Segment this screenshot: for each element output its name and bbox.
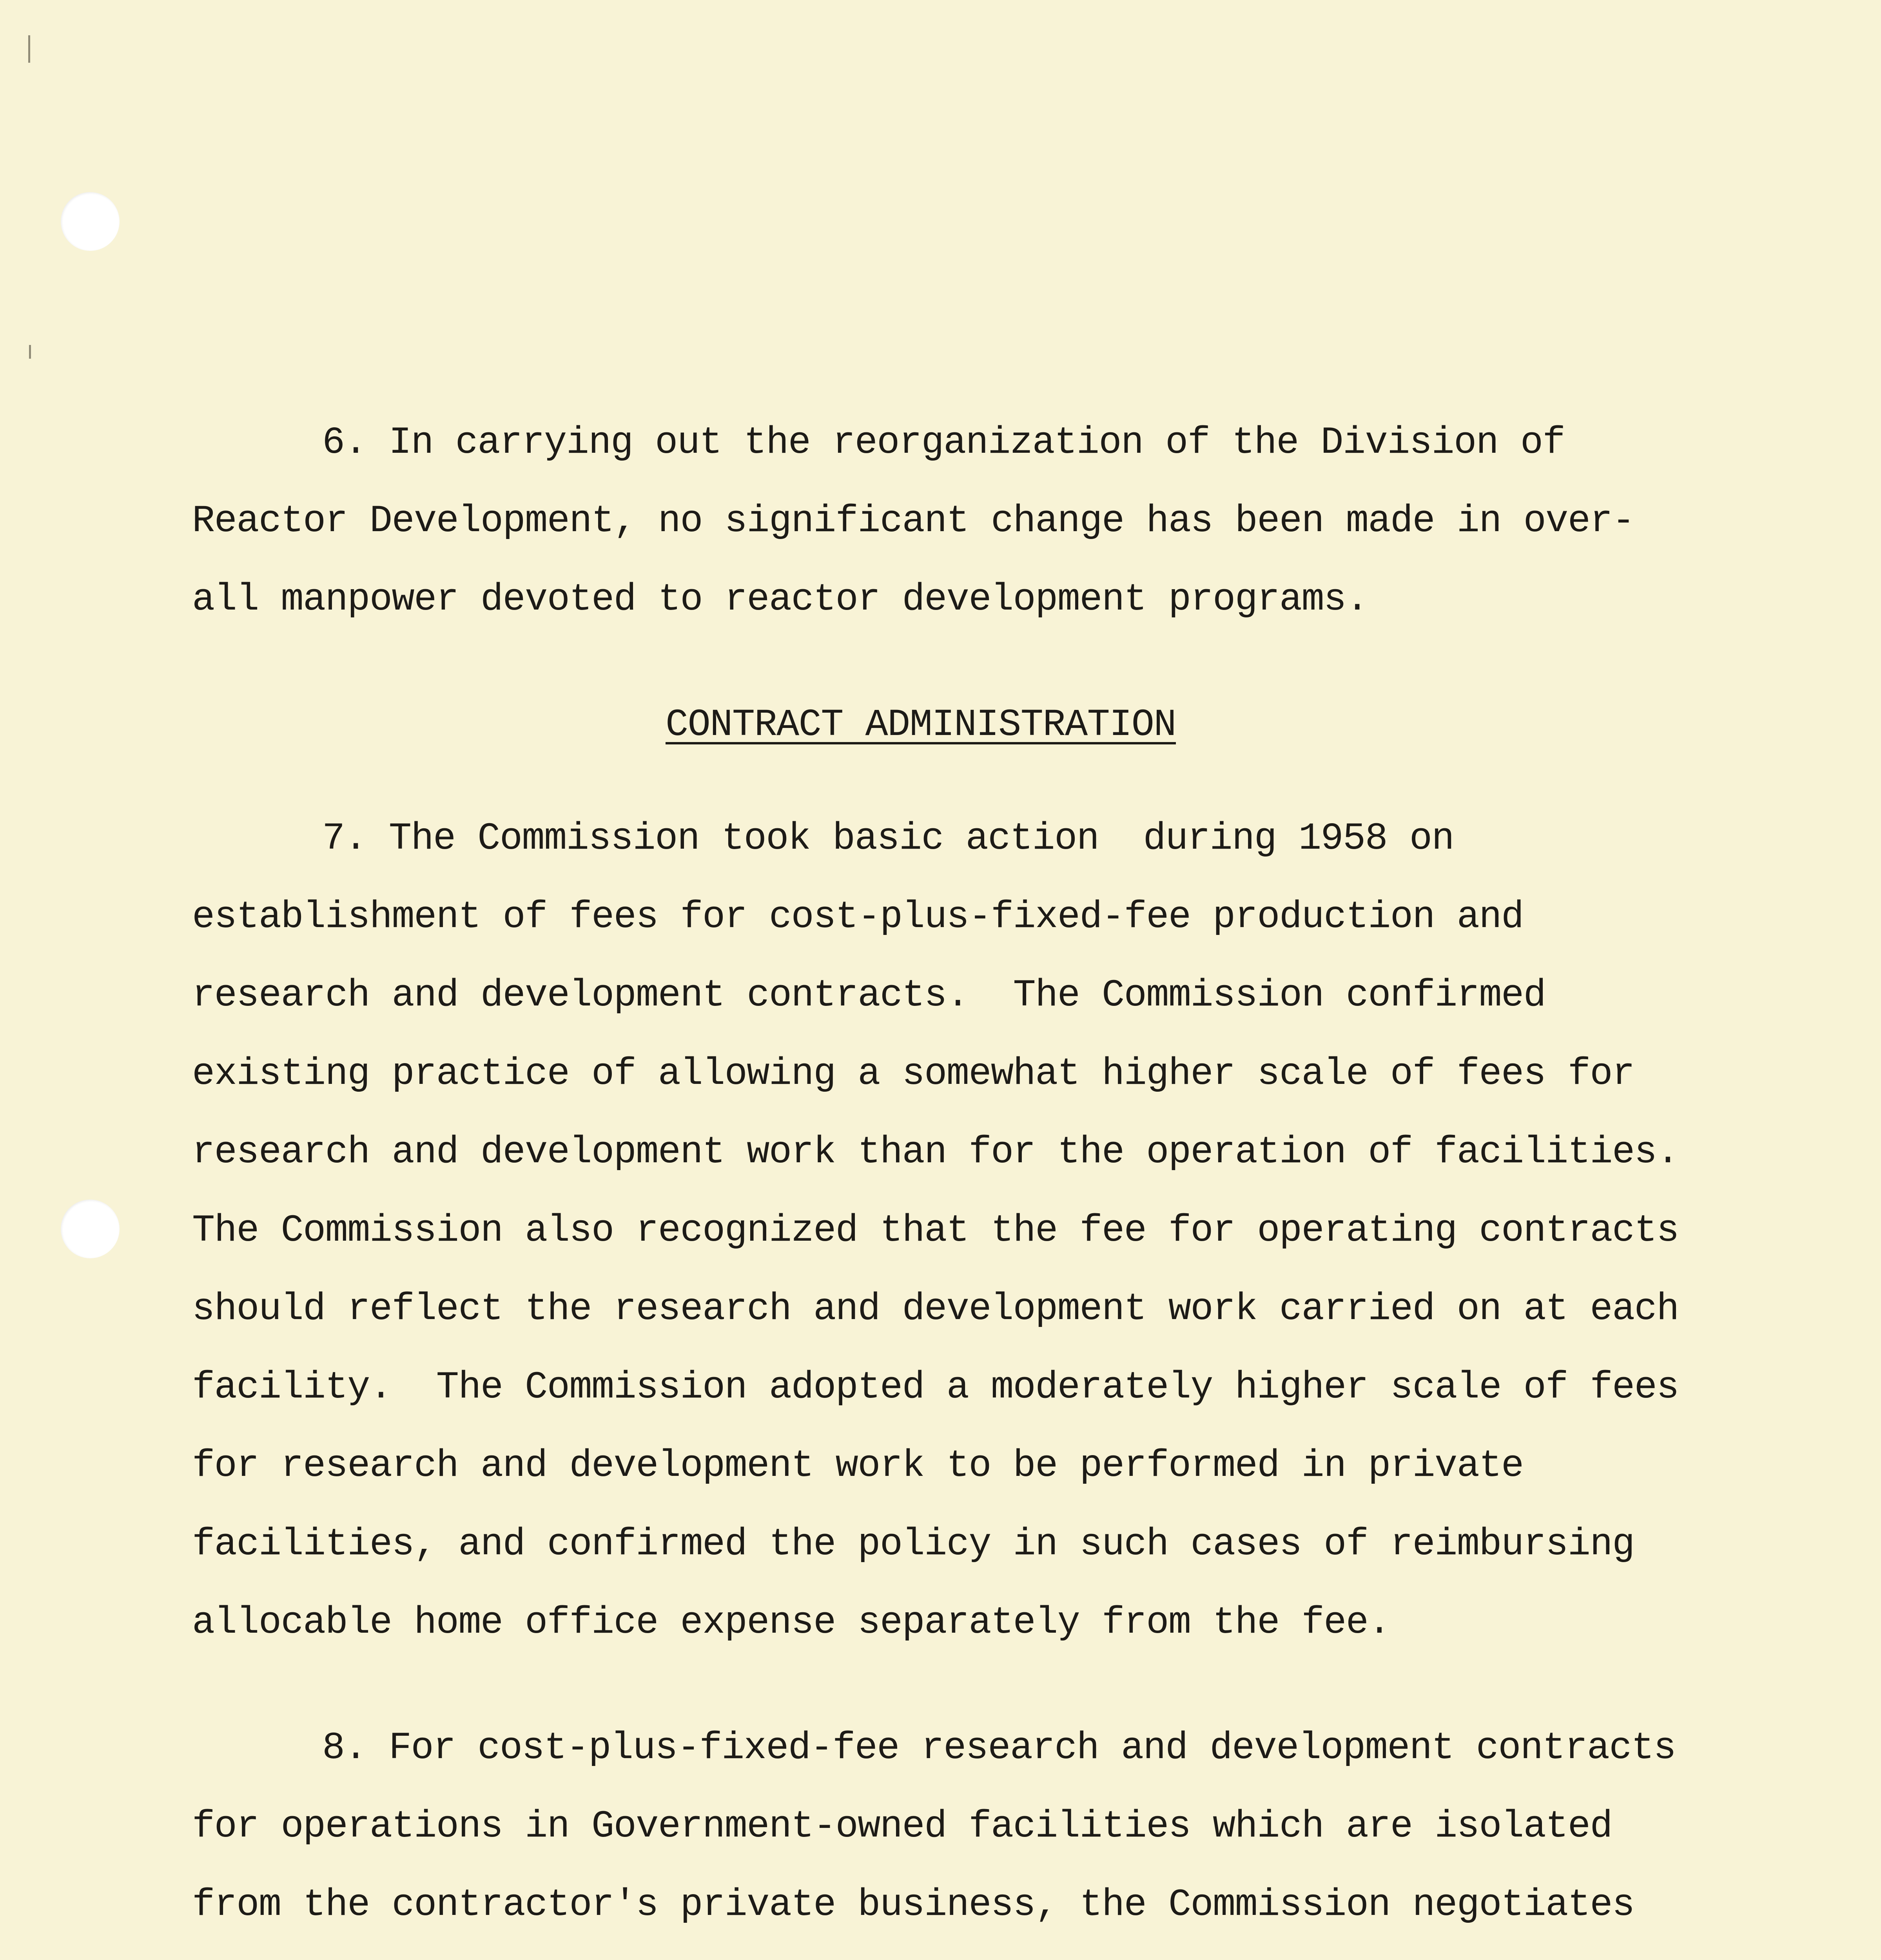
paragraph-6-line: all manpower devoted to reactor development programs. — [192, 578, 1368, 621]
paragraph-7-line: allocable home office expense separately from the fee. — [192, 1601, 1390, 1644]
paragraph-7-line: for research and development work to be performed in private — [192, 1445, 1524, 1488]
paragraph-6-line: Reactor Development, no significant change has been made in over- — [192, 500, 1634, 543]
paragraph-7-line: facilities, and confirmed the policy in such cases of reimbursing — [192, 1523, 1634, 1566]
paragraph-6-line: 6. In carrying out the reorganization of the Division of — [322, 421, 1565, 465]
punch-hole-top — [61, 192, 120, 251]
paragraph-7-line: research and development contracts. The Commission confirmed — [192, 974, 1546, 1017]
paragraph-7-line: should reflect the research and development work carried on at each — [192, 1288, 1679, 1331]
paragraph-8-line: from the contractor's private business, the Commission negotiates — [192, 1884, 1634, 1927]
paragraph-7-line: research and development work than for the operation of facilities. — [192, 1131, 1679, 1174]
paragraph-7-line: establishment of fees for cost-plus-fixed-fee production and — [192, 896, 1524, 939]
paragraph-7-line: facility. The Commission adopted a moderately higher scale of fees — [192, 1366, 1679, 1409]
paragraph-7-line: The Commission also recognized that the fee for operating contracts — [192, 1209, 1679, 1252]
paragraph-7-line: existing practice of allowing a somewhat higher scale of fees for — [192, 1053, 1634, 1096]
punch-hole-middle — [61, 1200, 120, 1258]
paragraph-8-line: 8. For cost-plus-fixed-fee research and development contracts — [322, 1727, 1676, 1770]
edge-mark — [28, 35, 30, 63]
section-heading: CONTRACT ADMINISTRATION — [666, 704, 1176, 747]
paragraph-8-line: for operations in Government-owned facilities which are isolated — [192, 1805, 1613, 1848]
edge-mark — [29, 345, 31, 359]
paragraph-7-line: 7. The Commission took basic action during 1958 on — [322, 817, 1454, 860]
